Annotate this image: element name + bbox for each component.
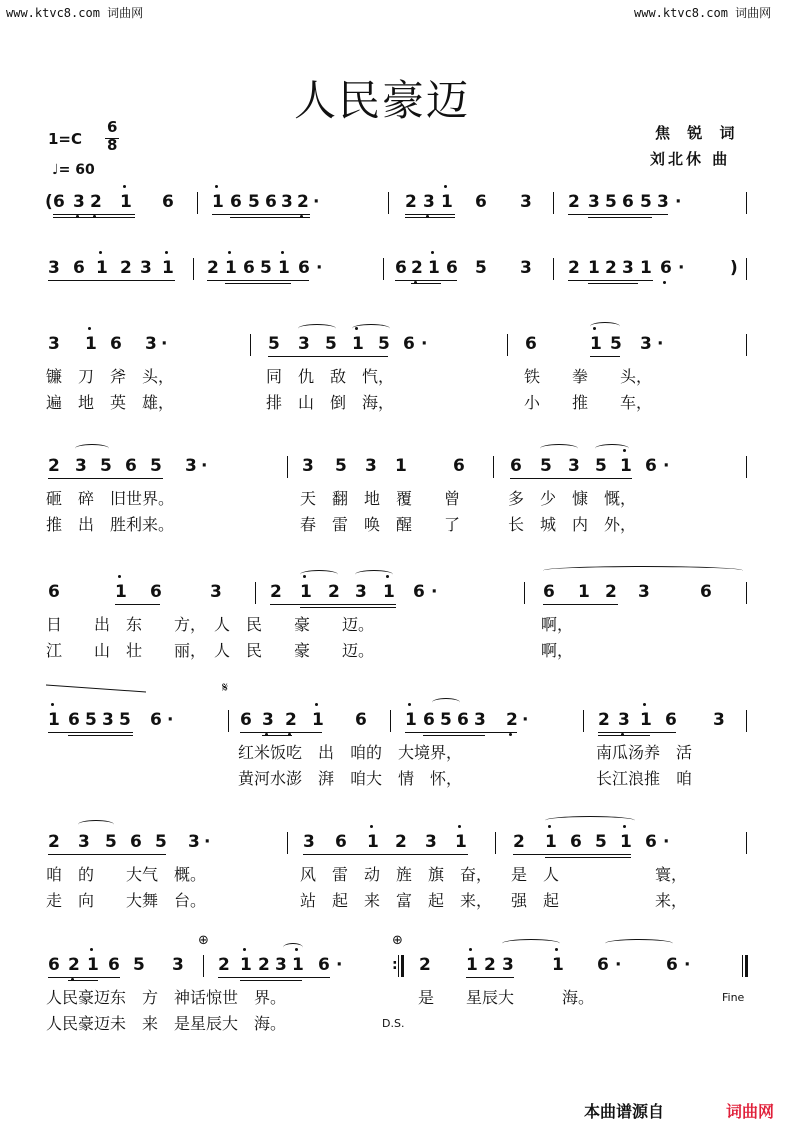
note: 6 (335, 832, 347, 852)
note: · (167, 710, 174, 730)
note: 3 (302, 456, 314, 476)
lyric-line-7-verse-2: 走 向 大舞 台。 (46, 891, 207, 910)
note: 6 (423, 710, 435, 730)
note: 1 (590, 334, 602, 354)
note: 3 (145, 334, 157, 354)
lyric-line-7-verse-1: 咱 的 大气 概。 (46, 865, 207, 884)
note: 3 (102, 710, 114, 730)
note: 5 (605, 192, 617, 212)
note: 5 (133, 955, 145, 975)
note: 3 (474, 710, 486, 730)
note: 2 (568, 192, 580, 212)
note: 5 (335, 456, 347, 476)
note: 2 (297, 192, 309, 212)
note: · (421, 334, 428, 354)
note: 1 (115, 582, 127, 602)
note: 3 (365, 456, 377, 476)
note: 3 (185, 456, 197, 476)
lyric-line-5-verse-2: 江 山 壮 丽， 人 民 豪 迈。 (46, 641, 375, 660)
note: 5 (325, 334, 337, 354)
lyric-line-8-verse-1: 人民豪迈东 方 神话惊世 界。 (46, 988, 287, 1007)
note: 3 (618, 710, 630, 730)
note: 3 (502, 955, 514, 975)
note: 6 (457, 710, 469, 730)
note: 1 (640, 258, 652, 278)
note: 1 (225, 258, 237, 278)
note: 1 (48, 710, 60, 730)
lyric-line-3-verse-2b: 排 山 倒 海， (266, 393, 395, 412)
note: 2 (405, 192, 417, 212)
note: 5 (610, 334, 622, 354)
note: 3 (140, 258, 152, 278)
note: 1 (312, 710, 324, 730)
coda-icon: ⊕ (198, 933, 209, 948)
note: 1 (367, 832, 379, 852)
note: 6 (48, 582, 60, 602)
note: 1 (640, 710, 652, 730)
note: 3 (568, 456, 580, 476)
note: 6 (413, 582, 425, 602)
score-line-4: 2 3 5 6 5 3 · 3 5 3 1 6 6 5 3 5 1 6 · 砸 碎 旧世界。 天 翻 地 覆 曾 多 少 慷 慨， 推 出 胜利来。 春 雷 唤 醒 了 长 城 内 外， (0, 456, 793, 576)
note: 5 (268, 334, 280, 354)
note: 1 (120, 192, 132, 212)
note: · (161, 334, 168, 354)
note: 2 (270, 582, 282, 602)
note: 3 (638, 582, 650, 602)
note: 1 (212, 192, 224, 212)
note: 3 (520, 258, 532, 278)
note: · (522, 710, 529, 730)
note: 5 (85, 710, 97, 730)
watermark-left: www.ktvc8.com 词曲网 (6, 6, 144, 20)
note: · (675, 192, 682, 212)
lyric-line-6-verse-2: 黄河水澎 湃 咱大 情 怀， (238, 769, 463, 788)
note: 3 (520, 192, 532, 212)
note: 1 (87, 955, 99, 975)
note: 3 (210, 582, 222, 602)
note: 6 (230, 192, 242, 212)
note: 6 (570, 832, 582, 852)
note: 3 (423, 192, 435, 212)
note: 1 (588, 258, 600, 278)
lyric-line-3-verse-1c: 铁 拳 头， (524, 367, 653, 386)
note: 3 (640, 334, 652, 354)
note: 5 (155, 832, 167, 852)
note: 2 (258, 955, 270, 975)
segno-icon: 𝄋 (222, 680, 229, 696)
page-title: 人民豪迈 (294, 76, 471, 125)
note: 6 (395, 258, 407, 278)
note: 1 (240, 955, 252, 975)
note: 5 (100, 456, 112, 476)
note: 2 (506, 710, 518, 730)
note: 2 (395, 832, 407, 852)
note: 6 (355, 710, 367, 730)
note: · (201, 456, 208, 476)
lyric-line-3-verse-2c: 小 推 车， (524, 393, 653, 412)
note: 6 (645, 832, 657, 852)
note: 3 (657, 192, 669, 212)
note: 6 (162, 192, 174, 212)
note: · (204, 832, 211, 852)
note: 6 (597, 955, 609, 975)
note: 1 (552, 955, 564, 975)
note: 3 (588, 192, 600, 212)
note: 6 (665, 710, 677, 730)
lyric-line-4-verse-2: 推 出 胜利来。 (46, 515, 175, 534)
note: 6 (53, 192, 65, 212)
note: 6 (150, 710, 162, 730)
note: 3 (298, 334, 310, 354)
note: 6 (510, 456, 522, 476)
note: · (678, 258, 685, 278)
note: 6 (645, 456, 657, 476)
note: 5 (260, 258, 272, 278)
note: 6 (660, 258, 672, 278)
note: 3 (73, 192, 85, 212)
note: ) (730, 258, 738, 278)
note: 2 (68, 955, 80, 975)
note: 6 (125, 456, 137, 476)
note: 1 (620, 456, 632, 476)
note: 5 (105, 832, 117, 852)
note: 6 (622, 192, 634, 212)
note: 3 (48, 258, 60, 278)
note: 1 (352, 334, 364, 354)
note: 1 (620, 832, 632, 852)
note: 5 (540, 456, 552, 476)
note: 5 (119, 710, 131, 730)
note: 5 (595, 456, 607, 476)
score-line-6: 𝄋 1 6 5 3 5 6 · 6 3 2 1 6 1 6 5 6 3 2 · 2 3 1 6 3 红米饭吃 出 咱的 大境界， 南瓜汤养 活 黄河水澎 湃 咱大 情 怀， 长江浪推 咱 (0, 710, 793, 830)
lyric-line-3-verse-1b: 同 仇 敌 忾， (266, 367, 395, 386)
note: · (663, 456, 670, 476)
note: 2 (120, 258, 132, 278)
score-line-8: ⊕ ⊕ 6 2 1 6 5 3 2 1 2 3 1 6 · 2 1 2 3 1 6 · 6 · : 人民豪迈东 方 神话惊世 界。 是 星辰大 海。 人民豪迈未 来 是星辰大 海。 D.S. Fine (0, 955, 793, 1075)
note: 5 (640, 192, 652, 212)
note: 6 (700, 582, 712, 602)
note: 3 (303, 832, 315, 852)
note: 5 (248, 192, 260, 212)
note: 3 (713, 710, 725, 730)
note: 3 (172, 955, 184, 975)
lyric-line-3-verse-1: 镰 刀 斧 头， (46, 367, 175, 386)
note: · (313, 192, 320, 212)
note: 2 (328, 582, 340, 602)
note: 2 (90, 192, 102, 212)
note: 1 (96, 258, 108, 278)
note: 6 (68, 710, 80, 730)
note: · (684, 955, 691, 975)
note: 1 (466, 955, 478, 975)
note: 6 (525, 334, 537, 354)
watermark-right: www.ktvc8.com 词曲网 (634, 6, 772, 20)
note: · (663, 832, 670, 852)
note: 2 (285, 710, 297, 730)
note: 1 (441, 192, 453, 212)
fine-mark: Fine (722, 991, 745, 1004)
note: 6 (150, 582, 162, 602)
score-line-3 (0, 334, 793, 454)
note: 6 (48, 955, 60, 975)
note: 1 (278, 258, 290, 278)
note: 6 (73, 258, 85, 278)
note: 3 (275, 955, 287, 975)
note: 2 (48, 456, 60, 476)
note: 1 (578, 582, 590, 602)
note: 2 (484, 955, 496, 975)
lyric-line-3-verse-2: 遍 地 英 雄， (46, 393, 175, 412)
note: 6 (403, 334, 415, 354)
note: 1 (395, 456, 407, 476)
ds-mark: D.S. (382, 1017, 405, 1030)
note: 3 (281, 192, 293, 212)
note: · (657, 334, 664, 354)
note: 6 (475, 192, 487, 212)
note: 2 (48, 832, 60, 852)
note: 2 (419, 955, 431, 975)
note: 3 (188, 832, 200, 852)
lyric-line-4-verse-1: 砸 碎 旧世界。 (46, 489, 175, 508)
note: 6 (318, 955, 330, 975)
note: 6 (446, 258, 458, 278)
lyric-line-6-verse-1: 红米饭吃 出 咱的 大境界， (238, 743, 463, 762)
note: · (316, 258, 323, 278)
note: · (431, 582, 438, 602)
note: 2 (568, 258, 580, 278)
note: 1 (292, 955, 304, 975)
coda-icon-2: ⊕ (392, 933, 403, 948)
note: 1 (300, 582, 312, 602)
lyricist: 焦 锐 词 (655, 124, 741, 142)
note: 3 (425, 832, 437, 852)
note: 6 (298, 258, 310, 278)
note: 6 (130, 832, 142, 852)
note: 1 (162, 258, 174, 278)
note: 3 (262, 710, 274, 730)
tempo: ♩= 60 (52, 162, 95, 178)
note: · (336, 955, 343, 975)
note: 2 (605, 582, 617, 602)
note: 6 (666, 955, 678, 975)
note: 3 (48, 334, 60, 354)
footer-site-link[interactable]: 词曲网 (726, 1102, 775, 1121)
note: 1 (85, 334, 97, 354)
note: 2 (513, 832, 525, 852)
score-line-7: 2 3 5 6 5 3 · 3 6 1 2 3 1 2 1 6 5 1 6 · 咱 的 大气 概。 风 雷 动 旌 旗 奋， 是 人 寰， 走 向 大舞 台。 站 起 来 富 起 来， 强 起 来， (0, 832, 793, 952)
lyric-line-8-verse-2: 人民豪迈未 来 是星辰大 海。 (46, 1014, 287, 1033)
note: 2 (411, 258, 423, 278)
note: 5 (595, 832, 607, 852)
meter-bottom: 8 (107, 136, 118, 154)
note: 6 (243, 258, 255, 278)
note: 3 (75, 456, 87, 476)
note: 6 (543, 582, 555, 602)
note: 6 (108, 955, 120, 975)
note: 5 (440, 710, 452, 730)
note: 3 (622, 258, 634, 278)
note: 2 (605, 258, 617, 278)
meter-top: 6 (107, 118, 118, 136)
note: ( (45, 192, 53, 212)
note: 3 (78, 832, 90, 852)
note: 6 (265, 192, 277, 212)
note: 1 (455, 832, 467, 852)
note: 3 (355, 582, 367, 602)
note: 2 (218, 955, 230, 975)
note: 6 (110, 334, 122, 354)
note: 1 (428, 258, 440, 278)
note: 1 (405, 710, 417, 730)
key-signature: 1=C (48, 130, 83, 148)
note: 2 (207, 258, 219, 278)
score-line-5: 6 1 6 3 2 1 2 3 1 6 · 6 1 2 3 6 日 出 东 方， 人 民 豪 迈。 啊， 江 山 壮 丽， 人 民 豪 迈。 啊， (0, 582, 793, 702)
note: 5 (475, 258, 487, 278)
note: 6 (240, 710, 252, 730)
composer: 刘北休 曲 (650, 150, 731, 168)
note: · (615, 955, 622, 975)
note: 5 (150, 456, 162, 476)
lyric-line-5-verse-1: 日 出 东 方， 人 民 豪 迈。 (46, 615, 375, 634)
footer-source: 本曲谱源自 (584, 1102, 665, 1121)
note: 1 (545, 832, 557, 852)
note: 2 (598, 710, 610, 730)
note: 6 (453, 456, 465, 476)
note: 5 (378, 334, 390, 354)
note: 1 (383, 582, 395, 602)
